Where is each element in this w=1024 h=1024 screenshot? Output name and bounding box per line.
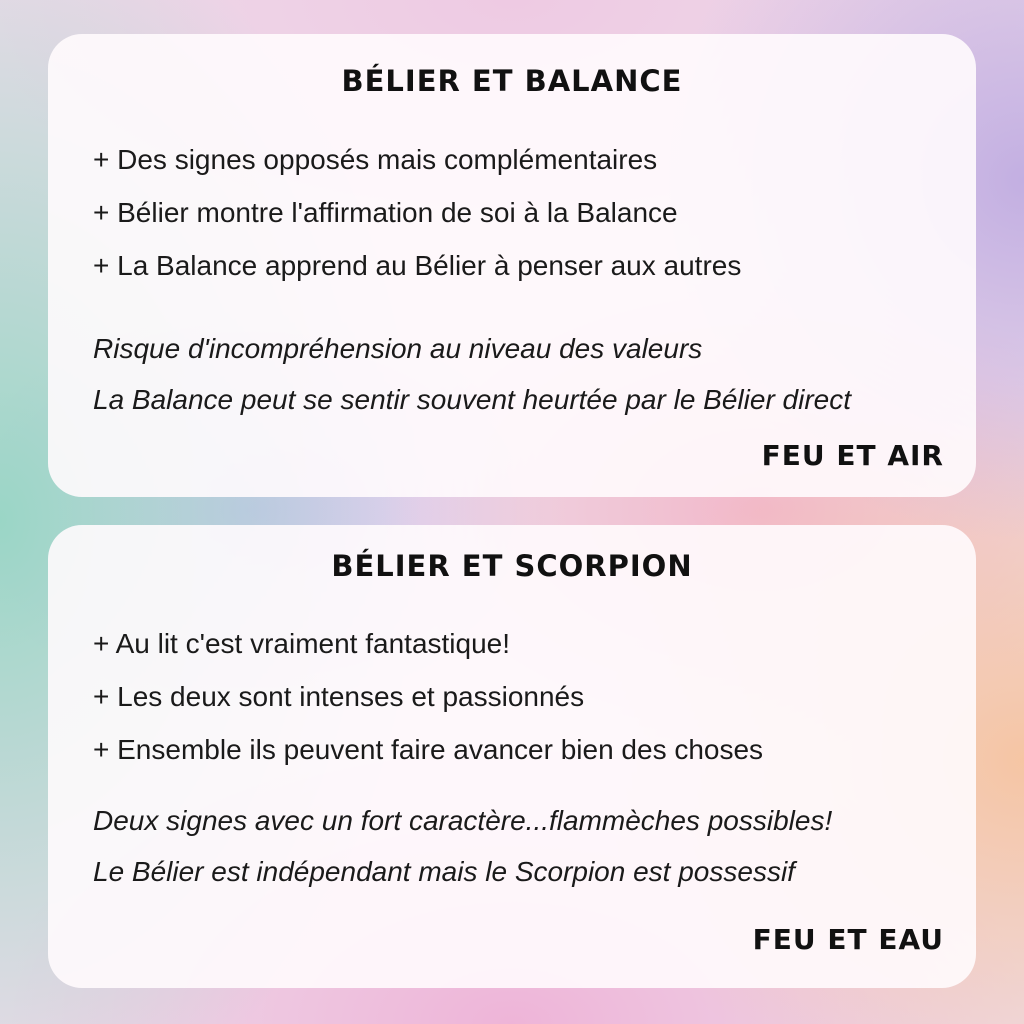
- card-title: BÉLIER ET BALANCE: [341, 64, 683, 98]
- pros-list: [93, 617, 763, 776]
- pro-item: + Ensemble ils peuvent faire avancer bien des choses: [93, 734, 764, 765]
- cons-list: [93, 795, 832, 897]
- con-item: La Balance peut se sentir souvent heurtée par le Bélier direct: [93, 384, 852, 415]
- con-item: Risque d'incompréhension au niveau des valeurs: [93, 333, 703, 364]
- pro-item: + Des signes opposés mais complémentaires: [93, 144, 658, 175]
- pro-item: + Bélier montre l'affirmation de soi à la Balance: [93, 197, 678, 228]
- compatibility-card-belier-scorpion: [48, 525, 976, 988]
- pro-item: + La Balance apprend au Bélier à penser aux autres: [93, 250, 742, 281]
- pro-item: + Au lit c'est vraiment fantastique!: [93, 628, 511, 659]
- compatibility-card-belier-balance: [48, 34, 976, 497]
- pro-item: + Les deux sont intenses et passionnés: [93, 681, 585, 712]
- con-item: Le Bélier est indépendant mais le Scorpion est possessif: [93, 856, 795, 887]
- con-item: Deux signes avec un fort caractère...flammèches possibles!: [93, 805, 833, 836]
- card-title: BÉLIER ET SCORPION: [331, 549, 693, 583]
- pros-list: [93, 133, 741, 292]
- element-label: FEU ET EAU: [752, 923, 944, 956]
- cons-list: [93, 323, 851, 425]
- element-label: FEU ET AIR: [761, 439, 944, 472]
